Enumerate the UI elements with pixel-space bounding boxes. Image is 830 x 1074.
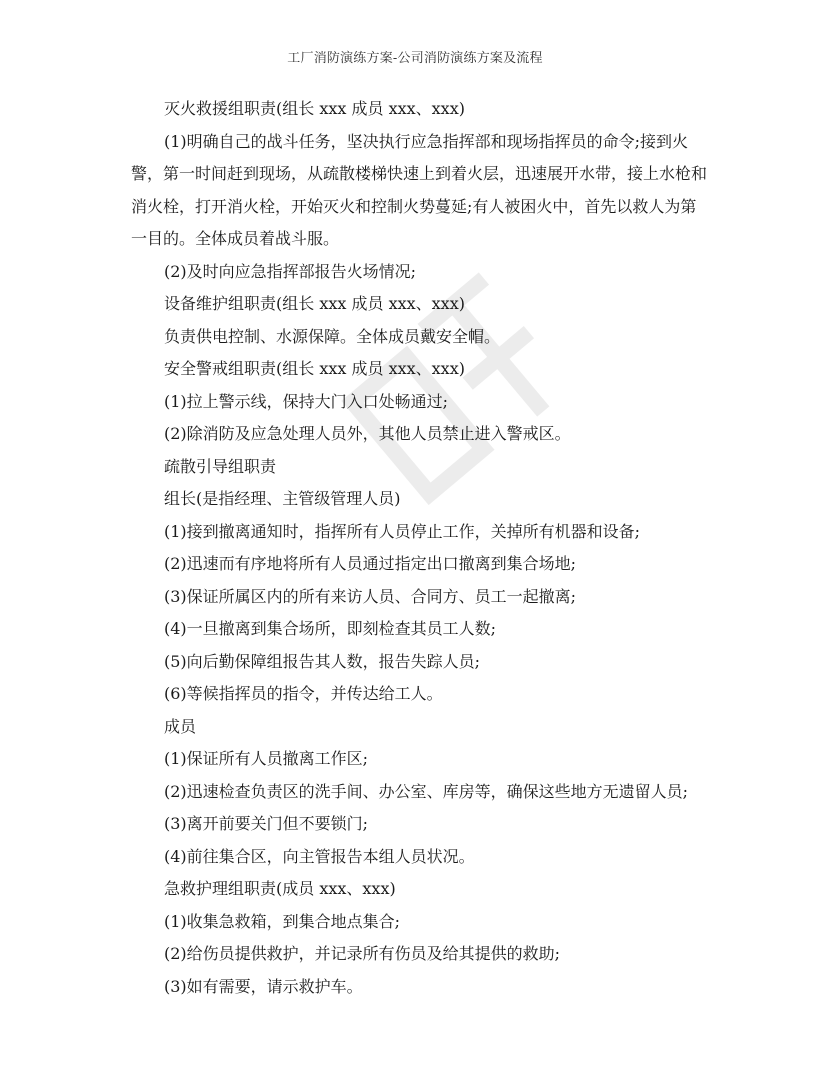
paragraph-line: 安全警戒组职责(组长 xxx 成员 xxx、xxx) bbox=[164, 359, 465, 378]
paragraph-line: 灭火救援组职责(组长 xxx 成员 xxx、xxx) bbox=[164, 99, 465, 118]
paragraph-line: 急救护理组职责(成员 xxx、xxx) bbox=[164, 879, 396, 898]
paragraph-line: (1)接到撤离通知时，指挥所有人员停止工作，关掉所有机器和设备; bbox=[164, 521, 641, 541]
paragraph-line: (1)拉上警示线，保持大门入口处畅通过; bbox=[164, 391, 449, 411]
paragraph-line: 警，第一时间赶到现场，从疏散楼梯快速上到着火层，迅速展开水带，接上水枪和 bbox=[131, 164, 708, 183]
paragraph-line: (3)离开前要关门但不要锁门; bbox=[164, 814, 369, 833]
paragraph-line: (1)收集急救箱，到集合地点集合; bbox=[164, 911, 401, 931]
paragraph-line: (3)保证所属区内的所有来访人员、合同方、员工一起撤离; bbox=[164, 586, 577, 606]
paragraph-line: (5)向后勤保障组报告其人数，报告失踪人员; bbox=[164, 651, 481, 671]
page-header-title: 工厂消防演练方案-公司消防演练方案及流程 bbox=[287, 51, 543, 66]
paragraph-line: 组长(是指经理、主管级管理人员) bbox=[164, 489, 401, 508]
paragraph-line: (3)如有需要，请示救护车。 bbox=[164, 976, 363, 996]
paragraph-line: (4)一旦撤离到集合场所，即刻检查其员工人数; bbox=[164, 619, 497, 638]
paragraph-line: (4)前往集合区，向主管报告本组人员状况。 bbox=[164, 846, 475, 866]
paragraph-line: 疏散引导组职责 bbox=[164, 456, 277, 476]
paragraph-line: (1)明确自己的战斗任务，坚决执行应急指挥部和现场指挥员的命令;接到火 bbox=[164, 131, 689, 151]
paragraph-line: (2)及时向应急指挥部报告火场情况; bbox=[164, 261, 417, 281]
paragraph-line: (2)除消防及应急处理人员外，其他人员禁止进入警戒区。 bbox=[164, 424, 571, 443]
paragraph-line: (2)迅速而有序地将所有人员通过指定出口撤离到集合场地; bbox=[164, 554, 577, 573]
paragraph-line: 成员 bbox=[164, 716, 197, 736]
paragraph-line: (1)保证所有人员撤离工作区; bbox=[164, 749, 369, 768]
paragraph-line: 负责供电控制、水源保障。全体成员戴安全帽。 bbox=[164, 326, 501, 346]
paragraph-line: 消火栓，打开消火栓，开始灭火和控制火势蔓延;有人被困火中，首先以救人为第 bbox=[131, 196, 697, 216]
document-body bbox=[131, 93, 708, 1003]
paragraph-line: (6)等候指挥员的指令，并传达给工人。 bbox=[164, 684, 443, 703]
paragraph-line: 一目的。全体成员着战斗服。 bbox=[131, 229, 340, 248]
paragraph-line: (2)迅速检查负责区的洗手间、办公室、库房等，确保这些地方无遗留人员; bbox=[164, 781, 689, 801]
paragraph-line: 设备维护组职责(组长 xxx 成员 xxx、xxx) bbox=[164, 294, 465, 313]
paragraph-line: (2)给伤员提供救护，并记录所有伤员及给其提供的救助; bbox=[164, 944, 561, 963]
